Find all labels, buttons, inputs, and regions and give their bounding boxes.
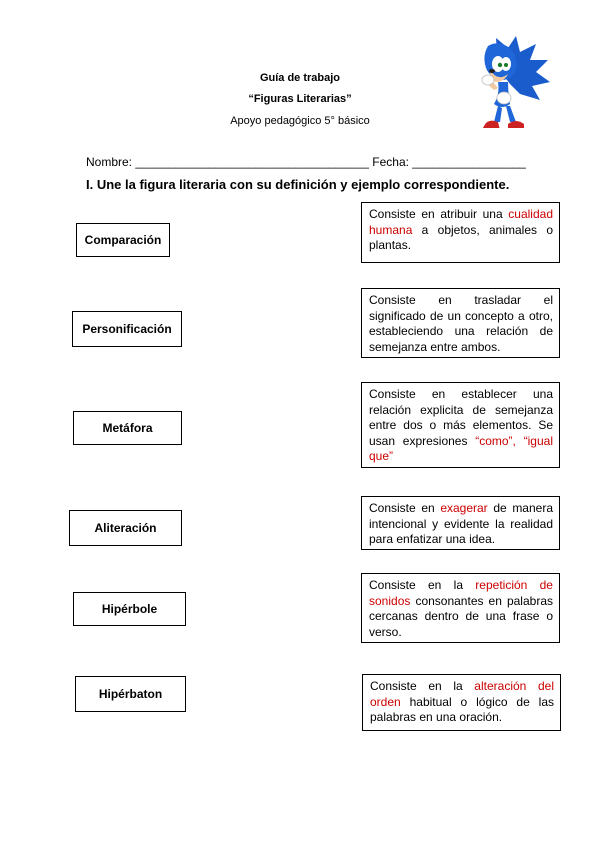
definition-6-text: Consiste en la (370, 679, 475, 693)
definition-5-highlight: repetición de sonidos (369, 578, 553, 608)
term-box-hiperbaton: Hipérbaton (75, 676, 186, 712)
term-box-comparacion: Comparación (76, 223, 170, 257)
worksheet-support-line: Apoyo pedagógico 5° básico (230, 115, 370, 127)
worksheet-subtitle: “Figuras Literarias” (248, 93, 352, 105)
definition-3-highlight: “como”, “igual que” (369, 433, 553, 463)
definition-box-3 (361, 382, 560, 468)
name-date-line: Nombre: ___________________________________ Fecha: _________________ (86, 155, 526, 169)
definition-1-highlight: cualidad humana (369, 207, 553, 237)
definition-4-text: Consiste en (369, 501, 441, 515)
definition-5-text-end: consonantes en palabras cercanas dentro de una frase o verso. (369, 593, 553, 639)
definition-6-text-end: habitual o lógico de las palabras en una oración. (370, 694, 554, 724)
hedgehog-mascot-image (458, 34, 552, 134)
definition-5-text: Consiste en la (369, 578, 476, 592)
term-box-metafora: Metáfora (73, 411, 182, 445)
definition-6-highlight: alteración del orden (370, 679, 554, 709)
term-box-personificacion: Personificación (72, 311, 182, 347)
definition-2-text: Consiste en trasladar el significado de un concepto a otro, estableciendo una relación de semejanza entre ambos. (369, 293, 553, 354)
definition-4-text-end: de manera intencional y evidente la realidad para enfatizar una idea. (369, 501, 553, 546)
instruction-text: I. Une la figura literaria con su definición y ejemplo correspondiente. (86, 177, 510, 192)
worksheet-title: Guía de trabajo (259, 72, 341, 84)
definition-box-5 (361, 573, 560, 643)
definition-box-1 (361, 202, 560, 263)
definition-1-text: Consiste en atribuir una (369, 207, 509, 221)
definition-box-6 (362, 674, 561, 731)
term-box-hiperbole: Hipérbole (73, 592, 186, 626)
definition-3-text: Consiste en establecer una relación explicita de semejanza entre dos o más elementos. Se usan expresiones (369, 387, 553, 448)
definition-box-2 (361, 288, 560, 358)
definition-box-4 (361, 496, 560, 550)
definition-1-text-end: a objetos, animales o plantas. (369, 222, 553, 252)
term-box-aliteracion: Aliteración (69, 510, 182, 546)
definition-4-highlight: exagerar (440, 501, 488, 515)
